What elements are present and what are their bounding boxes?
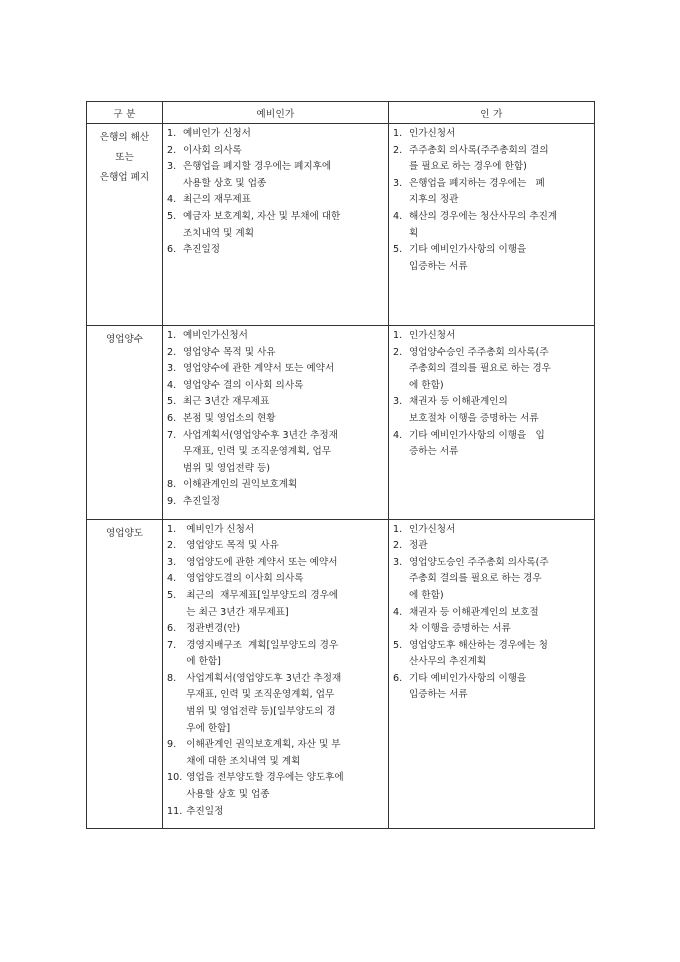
list-item (167, 345, 384, 362)
list-item (393, 522, 590, 539)
item-text: 주총회 결의를 필요로 하는 경우 (409, 573, 542, 585)
item-number: 8. (167, 672, 177, 684)
item-text: 기타 예비인가사항의 이행을 (409, 244, 527, 256)
approval-items-cell (389, 326, 595, 520)
item-text: 사용할 상호 및 업종 (183, 177, 267, 189)
item-number (393, 654, 409, 671)
item-text: 입증하는 서류 (409, 260, 468, 272)
item-number: 2. (167, 346, 177, 358)
item-text: 범위 및 영업전략 등) (183, 462, 271, 474)
item-text: 우에 한함] (186, 722, 231, 734)
item-number: 4. (167, 194, 177, 206)
list-item-continuation (167, 444, 384, 461)
item-number: 7. (167, 639, 177, 651)
item-number: 6. (167, 412, 177, 424)
list-item (167, 378, 384, 395)
item-number (393, 571, 409, 588)
list-item (393, 126, 590, 143)
item-text: 사업계획서(영업양수후 3년간 추정재 (183, 429, 338, 441)
item-text: 정관변경(안) (186, 623, 241, 635)
item-text: 영업을 전부양도할 경우에는 양도후에 (186, 772, 344, 784)
item-text: 차 이행을 증명하는 서류 (409, 623, 511, 635)
category-cell (87, 519, 163, 829)
list-item (393, 176, 590, 193)
preliminary-items-cell (163, 124, 389, 326)
item-number: 7. (167, 429, 177, 441)
item-text: 기타 예비인가사항의 이행을 입 (409, 429, 545, 441)
item-number: 2. (167, 144, 177, 156)
item-text: 추진일정 (183, 495, 221, 507)
table-row-business-transfer (87, 519, 595, 829)
approval-list (393, 126, 590, 275)
item-number: 1. (393, 330, 403, 341)
item-number: 2. (393, 346, 403, 358)
item-text: 영업양수 목적 및 사유 (183, 346, 276, 358)
preliminary-items-cell (163, 519, 389, 829)
item-number: 5. (167, 210, 177, 222)
item-number (393, 259, 409, 276)
list-item-continuation (393, 588, 590, 605)
category-line: 은행의 해산 (99, 132, 150, 143)
item-number: 6. (167, 244, 177, 256)
list-item (167, 571, 384, 588)
item-text: 영업양수에 관한 계약서 또는 예약서 (183, 363, 335, 375)
item-number (167, 704, 186, 721)
item-number (393, 411, 409, 428)
item-text: 추진일정 (186, 805, 224, 817)
item-text: 영업양도결의 이사회 의사록 (186, 573, 304, 585)
item-text: 에 한함] (186, 656, 221, 668)
item-number (167, 754, 186, 771)
item-number: 3. (167, 161, 177, 173)
list-item-continuation (167, 654, 384, 671)
item-text: 예비인가 신청서 (183, 128, 251, 139)
item-number: 1. (393, 128, 403, 139)
list-item-continuation (167, 787, 384, 804)
item-number: 2. (167, 540, 177, 552)
preliminary-list (167, 328, 384, 511)
category-line: 영업양도 (105, 527, 144, 539)
item-text: 기타 예비인가사항의 이행을 (409, 672, 527, 684)
item-text: 를 필요로 하는 경우에 한함) (409, 161, 527, 173)
item-number: 4. (167, 379, 177, 391)
item-number (167, 444, 183, 461)
item-text: 사업계획서(영업양도후 3년간 추정재 (186, 672, 342, 684)
item-number: 5. (393, 244, 403, 256)
table-row-business-acquisition (87, 326, 595, 520)
item-text: 주주총회 의사록(주주총회의 결의 (409, 144, 549, 156)
list-item (167, 804, 384, 821)
item-number (167, 787, 186, 804)
list-item (393, 605, 590, 622)
list-item-continuation (393, 159, 590, 176)
item-number: 1. (167, 330, 177, 341)
list-item (393, 209, 590, 226)
item-text: 산사무의 추진계획 (409, 656, 487, 668)
item-number (393, 687, 409, 704)
approval-list (393, 328, 590, 461)
item-text: 채에 대한 조치내역 및 계획 (186, 755, 301, 767)
list-item-continuation (393, 361, 590, 378)
item-text: 범위 및 영업전략 등)[일부양도의 경 (186, 706, 336, 718)
item-text: 최근의 재무제표 (183, 194, 251, 206)
item-number: 3. (167, 556, 177, 568)
item-text: 에 한함) (409, 589, 444, 601)
list-item (167, 209, 384, 226)
list-item (393, 345, 590, 362)
list-item (167, 159, 384, 176)
list-item (393, 555, 590, 572)
header-preliminary-approval: 예비인가 (163, 102, 389, 124)
item-number: 4. (393, 606, 403, 618)
category-line: 또는 (115, 152, 134, 163)
item-number (393, 361, 409, 378)
list-item (167, 538, 384, 555)
item-number (393, 444, 409, 461)
approval-list (393, 522, 590, 705)
item-number (167, 226, 183, 243)
list-item-continuation (393, 444, 590, 461)
list-item-continuation (393, 621, 590, 638)
item-text: 인가신청서 (409, 523, 456, 535)
list-item-continuation (393, 411, 590, 428)
list-item (167, 328, 384, 345)
list-item (393, 428, 590, 445)
item-number: 4. (393, 429, 403, 441)
item-number: 1. (167, 523, 177, 535)
item-number: 3. (167, 363, 177, 375)
list-item-continuation (393, 259, 590, 276)
item-number: 8. (167, 479, 177, 491)
item-text: 최근 3년간 재무제표 (183, 396, 270, 408)
list-item (167, 522, 384, 539)
item-text: 은행업을 폐지할 경우에는 폐지후에 (183, 161, 332, 173)
list-item-continuation (393, 571, 590, 588)
list-item (393, 143, 590, 160)
preliminary-items-cell (163, 326, 389, 520)
list-item (167, 242, 384, 259)
item-text: 인가신청서 (409, 330, 456, 341)
item-text: 무재표, 인력 및 조직운영계획, 업무 (186, 689, 335, 701)
list-item (393, 328, 590, 345)
item-text: 는 최근 3년간 재무제표] (186, 606, 289, 618)
item-text: 인가신청서 (409, 128, 456, 139)
list-item (393, 671, 590, 688)
list-item (167, 638, 384, 655)
item-text: 지후의 정관 (409, 194, 459, 206)
item-number: 5. (167, 589, 177, 601)
item-number: 2. (393, 540, 403, 552)
item-text: 추진일정 (183, 244, 221, 256)
list-item (167, 192, 384, 209)
preliminary-list (167, 522, 384, 821)
list-item (167, 671, 384, 688)
item-number (393, 226, 409, 243)
category-line: 은행업 폐지 (99, 172, 150, 183)
item-number: 6. (167, 623, 177, 635)
item-number: 1. (393, 523, 403, 535)
list-item (167, 411, 384, 428)
item-text: 에 한함) (409, 379, 444, 391)
item-number: 10. (167, 772, 183, 784)
list-item-continuation (167, 226, 384, 243)
item-number: 5. (167, 396, 177, 408)
preliminary-list (167, 126, 384, 259)
list-item-continuation (167, 461, 384, 478)
item-text: 영업양도에 관한 계약서 또는 예약서 (186, 556, 338, 568)
list-item (167, 770, 384, 787)
list-item-continuation (167, 721, 384, 738)
item-text: 본점 및 영업소의 현황 (183, 412, 276, 424)
list-item-continuation (167, 176, 384, 193)
list-item (167, 361, 384, 378)
item-text: 예비인가신청서 (183, 330, 248, 341)
item-number (393, 378, 409, 395)
item-number: 4. (167, 573, 177, 585)
requirements-table (86, 101, 595, 829)
item-text: 최근의 재무제표[일부양도의 경우에 (186, 589, 339, 601)
item-text: 영업양수 결의 이사회 의사록 (183, 379, 304, 391)
table-row-dissolution (87, 124, 595, 326)
item-text: 예금자 보호계획, 자산 및 부채에 대한 (183, 210, 341, 222)
item-text: 채권자 등 이해관계인의 보호절 (409, 606, 539, 618)
list-item-continuation (167, 704, 384, 721)
item-text: 경영지배구조 계획[일부양도의 경우 (186, 639, 339, 651)
list-item-continuation (393, 654, 590, 671)
item-number: 5. (393, 639, 403, 651)
item-text: 이해관계인의 권익보호계획 (183, 479, 298, 491)
approval-items-cell (389, 519, 595, 829)
list-item (167, 143, 384, 160)
item-number: 4. (393, 210, 403, 222)
item-text: 이해관계인 권익보호계획, 자산 및 부 (186, 739, 341, 751)
list-item (393, 242, 590, 259)
item-text: 주총회의 결의를 필요로 하는 경우 (409, 363, 551, 375)
item-number: 2. (393, 144, 403, 156)
category-line: 영업양수 (105, 334, 144, 345)
item-text: 채권자 등 이해관계인의 (409, 396, 508, 408)
item-text: 이사회 의사록 (183, 144, 242, 156)
list-item (167, 394, 384, 411)
list-item (393, 638, 590, 655)
item-text: 조치내역 및 계획 (183, 227, 254, 239)
list-item (167, 737, 384, 754)
item-number (167, 687, 186, 704)
item-number: 9. (167, 495, 177, 507)
list-item (167, 555, 384, 572)
item-number: 3. (393, 177, 403, 189)
list-item (393, 538, 590, 555)
list-item (167, 477, 384, 494)
item-number: 9. (167, 739, 177, 751)
list-item-continuation (167, 605, 384, 622)
list-item-continuation (393, 192, 590, 209)
item-text: 정관 (409, 540, 428, 552)
header-approval: 인 가 (389, 102, 595, 124)
header-row (87, 102, 595, 124)
approval-items-cell (389, 124, 595, 326)
category-cell (87, 326, 163, 520)
item-text: 은행업을 폐지하는 경우에는 폐 (409, 177, 545, 189)
item-number (393, 621, 409, 638)
list-item-continuation (393, 378, 590, 395)
item-number: 3. (393, 396, 403, 408)
item-text: 획 (409, 227, 419, 239)
item-text: 해산의 경우에는 청산사무의 추진계 (409, 210, 558, 222)
item-number (167, 461, 183, 478)
item-number (167, 721, 186, 738)
header-category: 구 분 (87, 102, 163, 124)
item-number: 3. (393, 556, 403, 568)
item-number (393, 192, 409, 209)
item-number (167, 654, 186, 671)
list-item (167, 126, 384, 143)
item-text: 영업양도 목적 및 사유 (186, 540, 279, 552)
item-text: 보호절차 이행을 증명하는 서류 (409, 412, 539, 424)
list-item (393, 394, 590, 411)
list-item-continuation (393, 226, 590, 243)
item-text: 영업양도후 해산하는 경우에는 청 (409, 639, 548, 651)
list-item-continuation (167, 754, 384, 771)
item-text: 증하는 서류 (409, 446, 459, 458)
item-number (393, 159, 409, 176)
item-number (393, 588, 409, 605)
list-item (167, 494, 384, 511)
list-item-continuation (393, 687, 590, 704)
item-text: 무재표, 인력 및 조직운영계획, 업무 (183, 446, 332, 458)
item-number: 11. (167, 805, 183, 817)
item-text: 입증하는 서류 (409, 689, 468, 701)
category-cell (87, 124, 163, 326)
item-number: 6. (393, 672, 403, 684)
item-number (167, 605, 186, 622)
item-text: 영업양도승인 주주총회 의사록(주 (409, 556, 549, 568)
item-text: 예비인가 신청서 (186, 523, 255, 535)
list-item-continuation (167, 687, 384, 704)
item-text: 사용할 상호 및 업종 (186, 789, 270, 801)
item-number (167, 176, 183, 193)
item-number: 1. (167, 128, 177, 139)
list-item (167, 588, 384, 605)
list-item (167, 621, 384, 638)
item-text: 영업양수승인 주주총회 의사록(주 (409, 346, 549, 358)
list-item (167, 428, 384, 445)
